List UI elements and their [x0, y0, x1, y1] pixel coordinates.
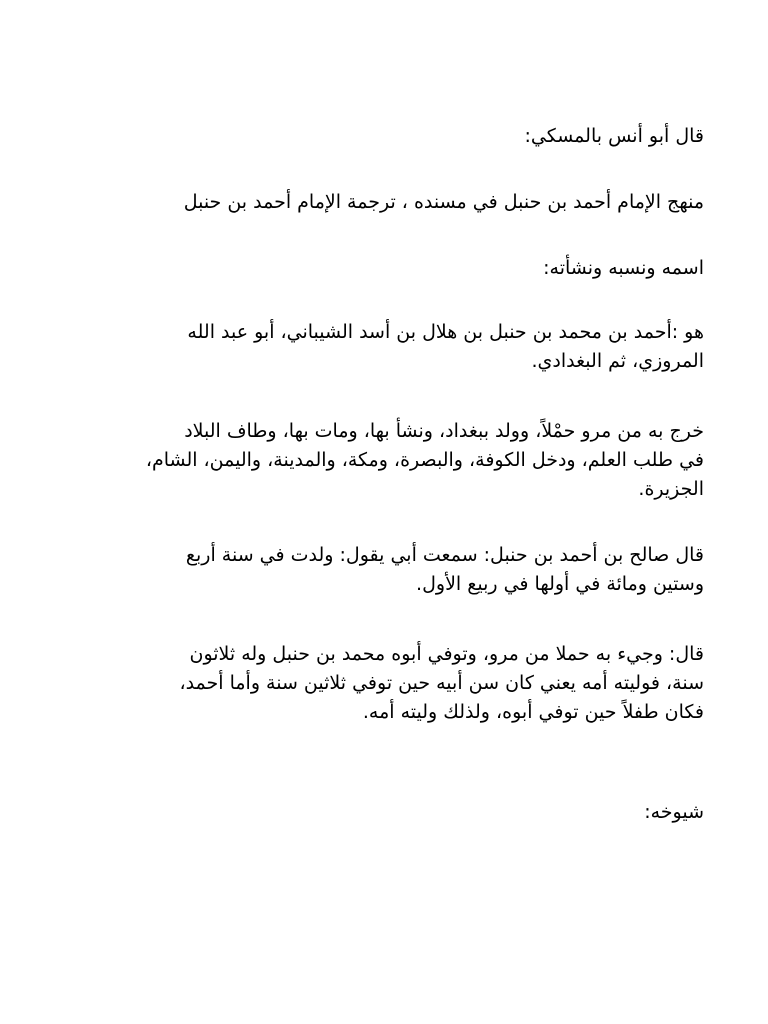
paragraph-identity — [70, 318, 704, 376]
paragraph-line: قال صالح بن أحمد بن حنبل: سمعت أبي يقول: ولدت في سنة أربع — [185, 544, 704, 566]
paragraph-line: خرج به من مرو حمْلاً، وولد ببغداد، ونشأ بها، ومات بها، وطاف البلاد — [184, 420, 704, 442]
paragraph-father-death — [70, 640, 704, 727]
paragraph-line: في طلب العلم، ودخل الكوفة، والبصرة، ومكة، والمدينة، واليمن، الشام، — [145, 449, 704, 471]
paragraph-birth — [70, 417, 704, 504]
paragraph-line: الجزيرة. — [638, 478, 704, 500]
document-title-text: منهج الإمام أحمد بن حنبل في مسنده ، ترجمة الإمام أحمد بن حنبل — [183, 191, 704, 213]
paragraph-line: قال: وجيء به حملا من مرو، وتوفي أبوه محمد بن حنبل وله ثلاثون — [189, 643, 704, 665]
section-heading-teachers — [70, 798, 704, 827]
paragraph-line: سنة، فوليته أمه يعني كان سن أبيه حين توفي ثلاثين سنة وأما أحمد، — [179, 672, 704, 694]
author-heading — [70, 122, 704, 151]
section-heading-name — [70, 254, 704, 283]
paragraph-line: المروزي، ثم البغدادي. — [531, 350, 704, 372]
author-heading-text: قال أبو أنس بالمسكي: — [524, 125, 704, 147]
section-heading-name-text: اسمه ونسبه ونشأته: — [543, 257, 704, 279]
document-title — [70, 188, 704, 217]
paragraph-saleh-quote — [70, 541, 704, 599]
paragraph-line: وستين ومائة في أولها في ربيع الأول. — [416, 573, 704, 595]
paragraph-line: هو :أحمد بن محمد بن حنبل بن هلال بن أسد الشيباني، أبو عبد الله — [187, 321, 704, 343]
section-heading-teachers-text: شيوخه: — [644, 801, 704, 823]
paragraph-line: فكان طفلاً حين توفي أبوه، ولذلك وليته أمه. — [362, 701, 704, 723]
